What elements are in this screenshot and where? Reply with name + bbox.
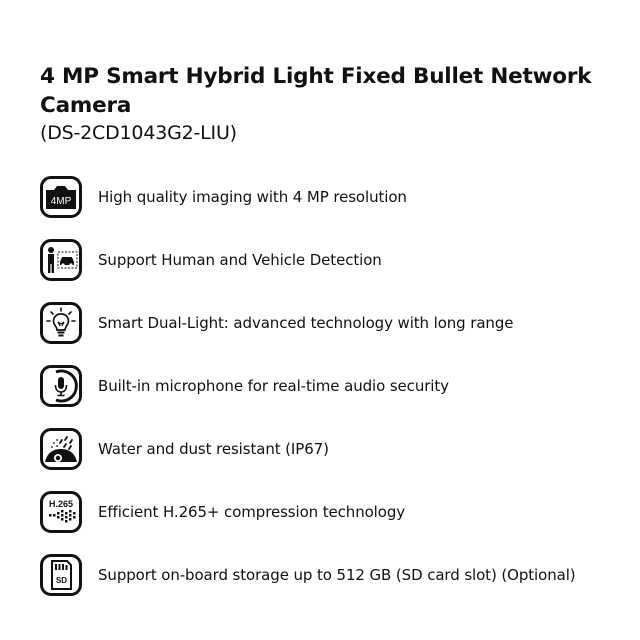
feature-text: Efficient H.265+ compression technology <box>98 502 406 521</box>
feature-text: Support Human and Vehicle Detection <box>98 250 382 269</box>
feature-item-4mp <box>40 165 600 228</box>
feature-text: High quality imaging with 4 MP resolution <box>98 187 407 206</box>
feature-item-h265 <box>40 480 600 543</box>
feature-list <box>40 165 600 606</box>
feature-text: Smart Dual-Light: advanced technology with long range <box>98 313 514 332</box>
h265-compression-icon <box>40 491 82 533</box>
4mp-camera-icon <box>40 176 82 218</box>
microphone-icon <box>40 365 82 407</box>
human-vehicle-detection-icon <box>40 239 82 281</box>
feature-text: Water and dust resistant (IP67) <box>98 439 329 458</box>
light-bulb-icon <box>40 302 82 344</box>
water-dust-resistant-icon <box>40 428 82 470</box>
feature-item-ip67 <box>40 417 600 480</box>
sd-card-icon <box>40 554 82 596</box>
feature-text: Built-in microphone for real-time audio security <box>98 376 449 395</box>
feature-item-detection <box>40 228 600 291</box>
svg-text:SD: SD <box>55 575 68 585</box>
feature-text: Support on-board storage up to 512 GB (SD card slot) (Optional) <box>98 565 576 584</box>
svg-text:4MP: 4MP <box>50 195 72 207</box>
product-model: (DS-2CD1043G2-LIU) <box>40 122 237 144</box>
feature-item-storage <box>40 543 600 606</box>
svg-text:H.265: H.265 <box>48 498 74 509</box>
feature-item-microphone <box>40 354 600 417</box>
product-title: 4 MP Smart Hybrid Light Fixed Bullet Network Camera <box>40 64 592 118</box>
feature-item-dual-light <box>40 291 600 354</box>
